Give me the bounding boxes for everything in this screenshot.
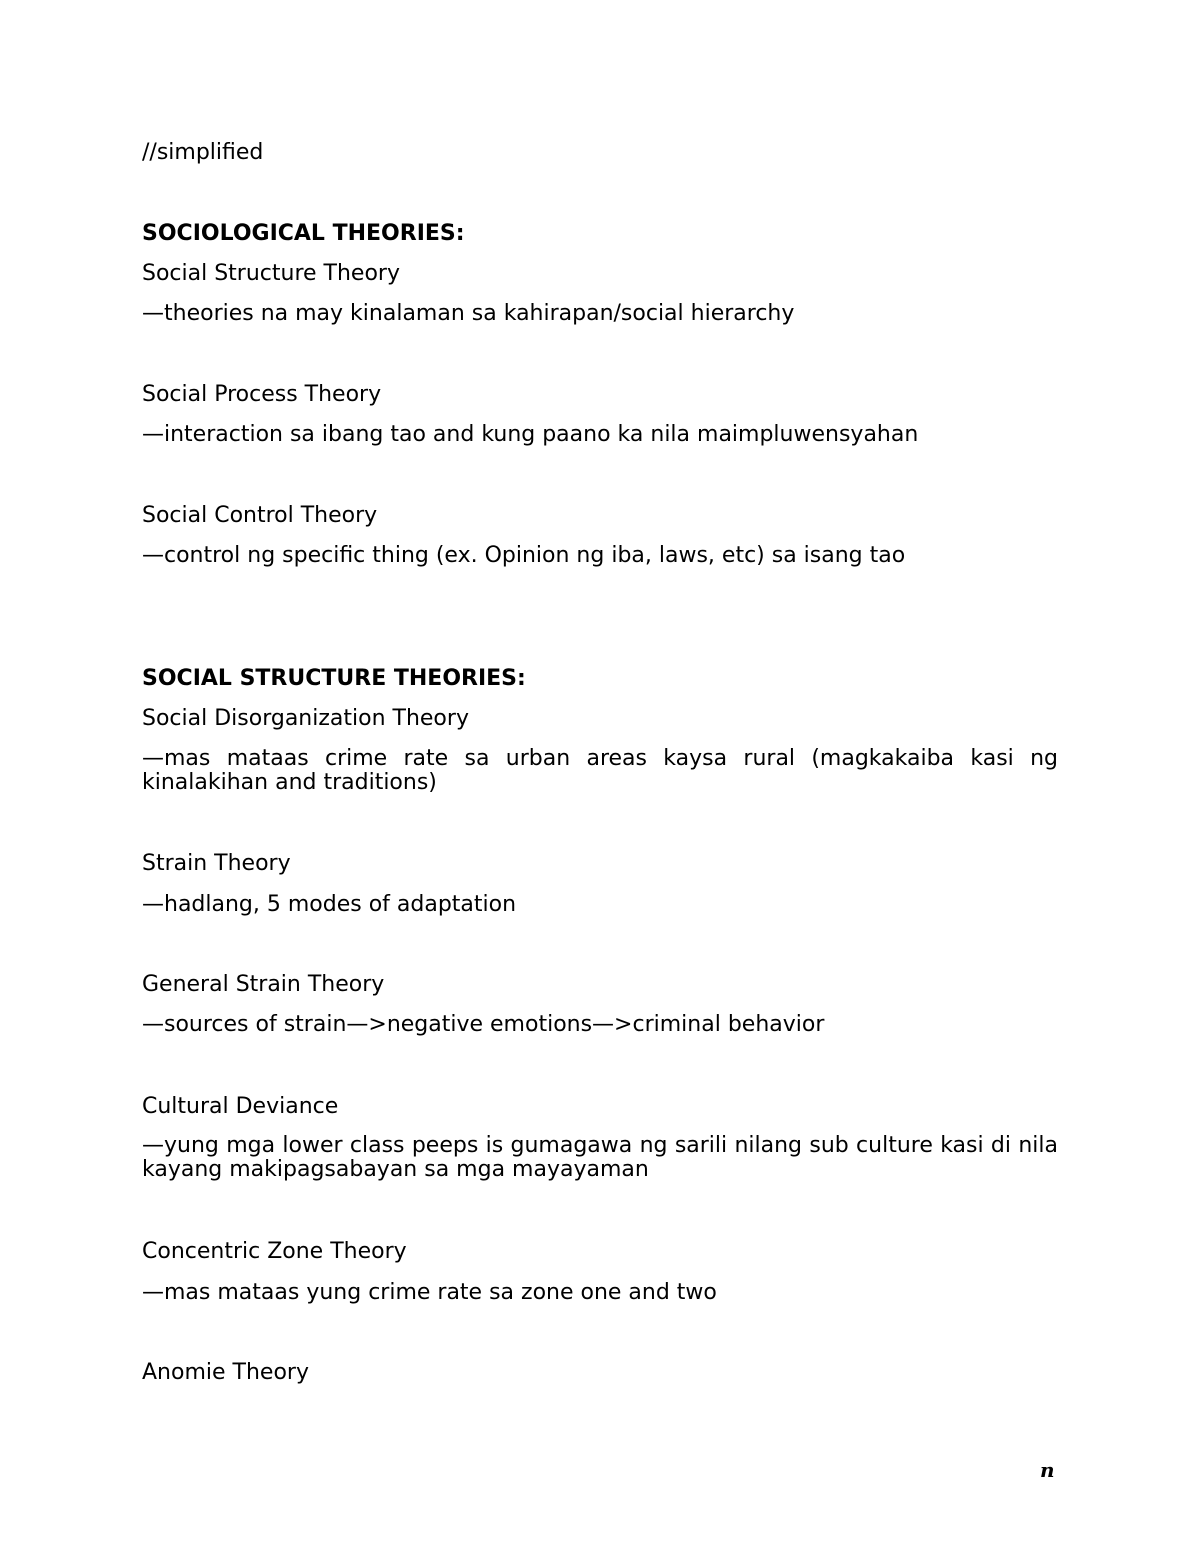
theory-description: —hadlang, 5 modes of adaptation: [142, 892, 517, 917]
section-heading-sociological: SOCIOLOGICAL THEORIES:: [142, 221, 465, 246]
theory-description: —interaction sa ibang tao and kung paano ka nila maimpluwensyahan: [142, 422, 919, 447]
theory-description: —sources of strain—>negative emotions—>criminal behavior: [142, 1012, 825, 1037]
theory-description: —control ng specific thing (ex. Opinion ng iba, laws, etc) sa isang tao: [142, 543, 906, 568]
theory-description: —yung mga lower class peeps is gumagawa ng sarili nilang sub culture kasi di nila kayang makipagsabayan sa mga mayayaman: [142, 1133, 1058, 1182]
section-heading-social-structure: SOCIAL STRUCTURE THEORIES:: [142, 666, 526, 691]
theory-title: Cultural Deviance: [142, 1094, 339, 1119]
theory-title: Social Disorganization Theory: [142, 706, 469, 731]
theory-title: Social Structure Theory: [142, 261, 400, 286]
theory-title: Concentric Zone Theory: [142, 1239, 407, 1264]
note-text: //simplified: [142, 140, 264, 165]
theory-title: Anomie Theory: [142, 1360, 309, 1385]
theory-title: Strain Theory: [142, 851, 291, 876]
theory-title: Social Control Theory: [142, 503, 378, 528]
theory-title: General Strain Theory: [142, 972, 385, 997]
theory-description: —mas mataas yung crime rate sa zone one and two: [142, 1280, 717, 1305]
page-number: n: [1040, 1458, 1055, 1482]
theory-title: Social Process Theory: [142, 382, 382, 407]
theory-description: —mas mataas crime rate sa urban areas kaysa rural (magkakaiba kasi ng kinalakihan and traditions): [142, 746, 1058, 795]
theory-description: —theories na may kinalaman sa kahirapan/social hierarchy: [142, 301, 795, 326]
